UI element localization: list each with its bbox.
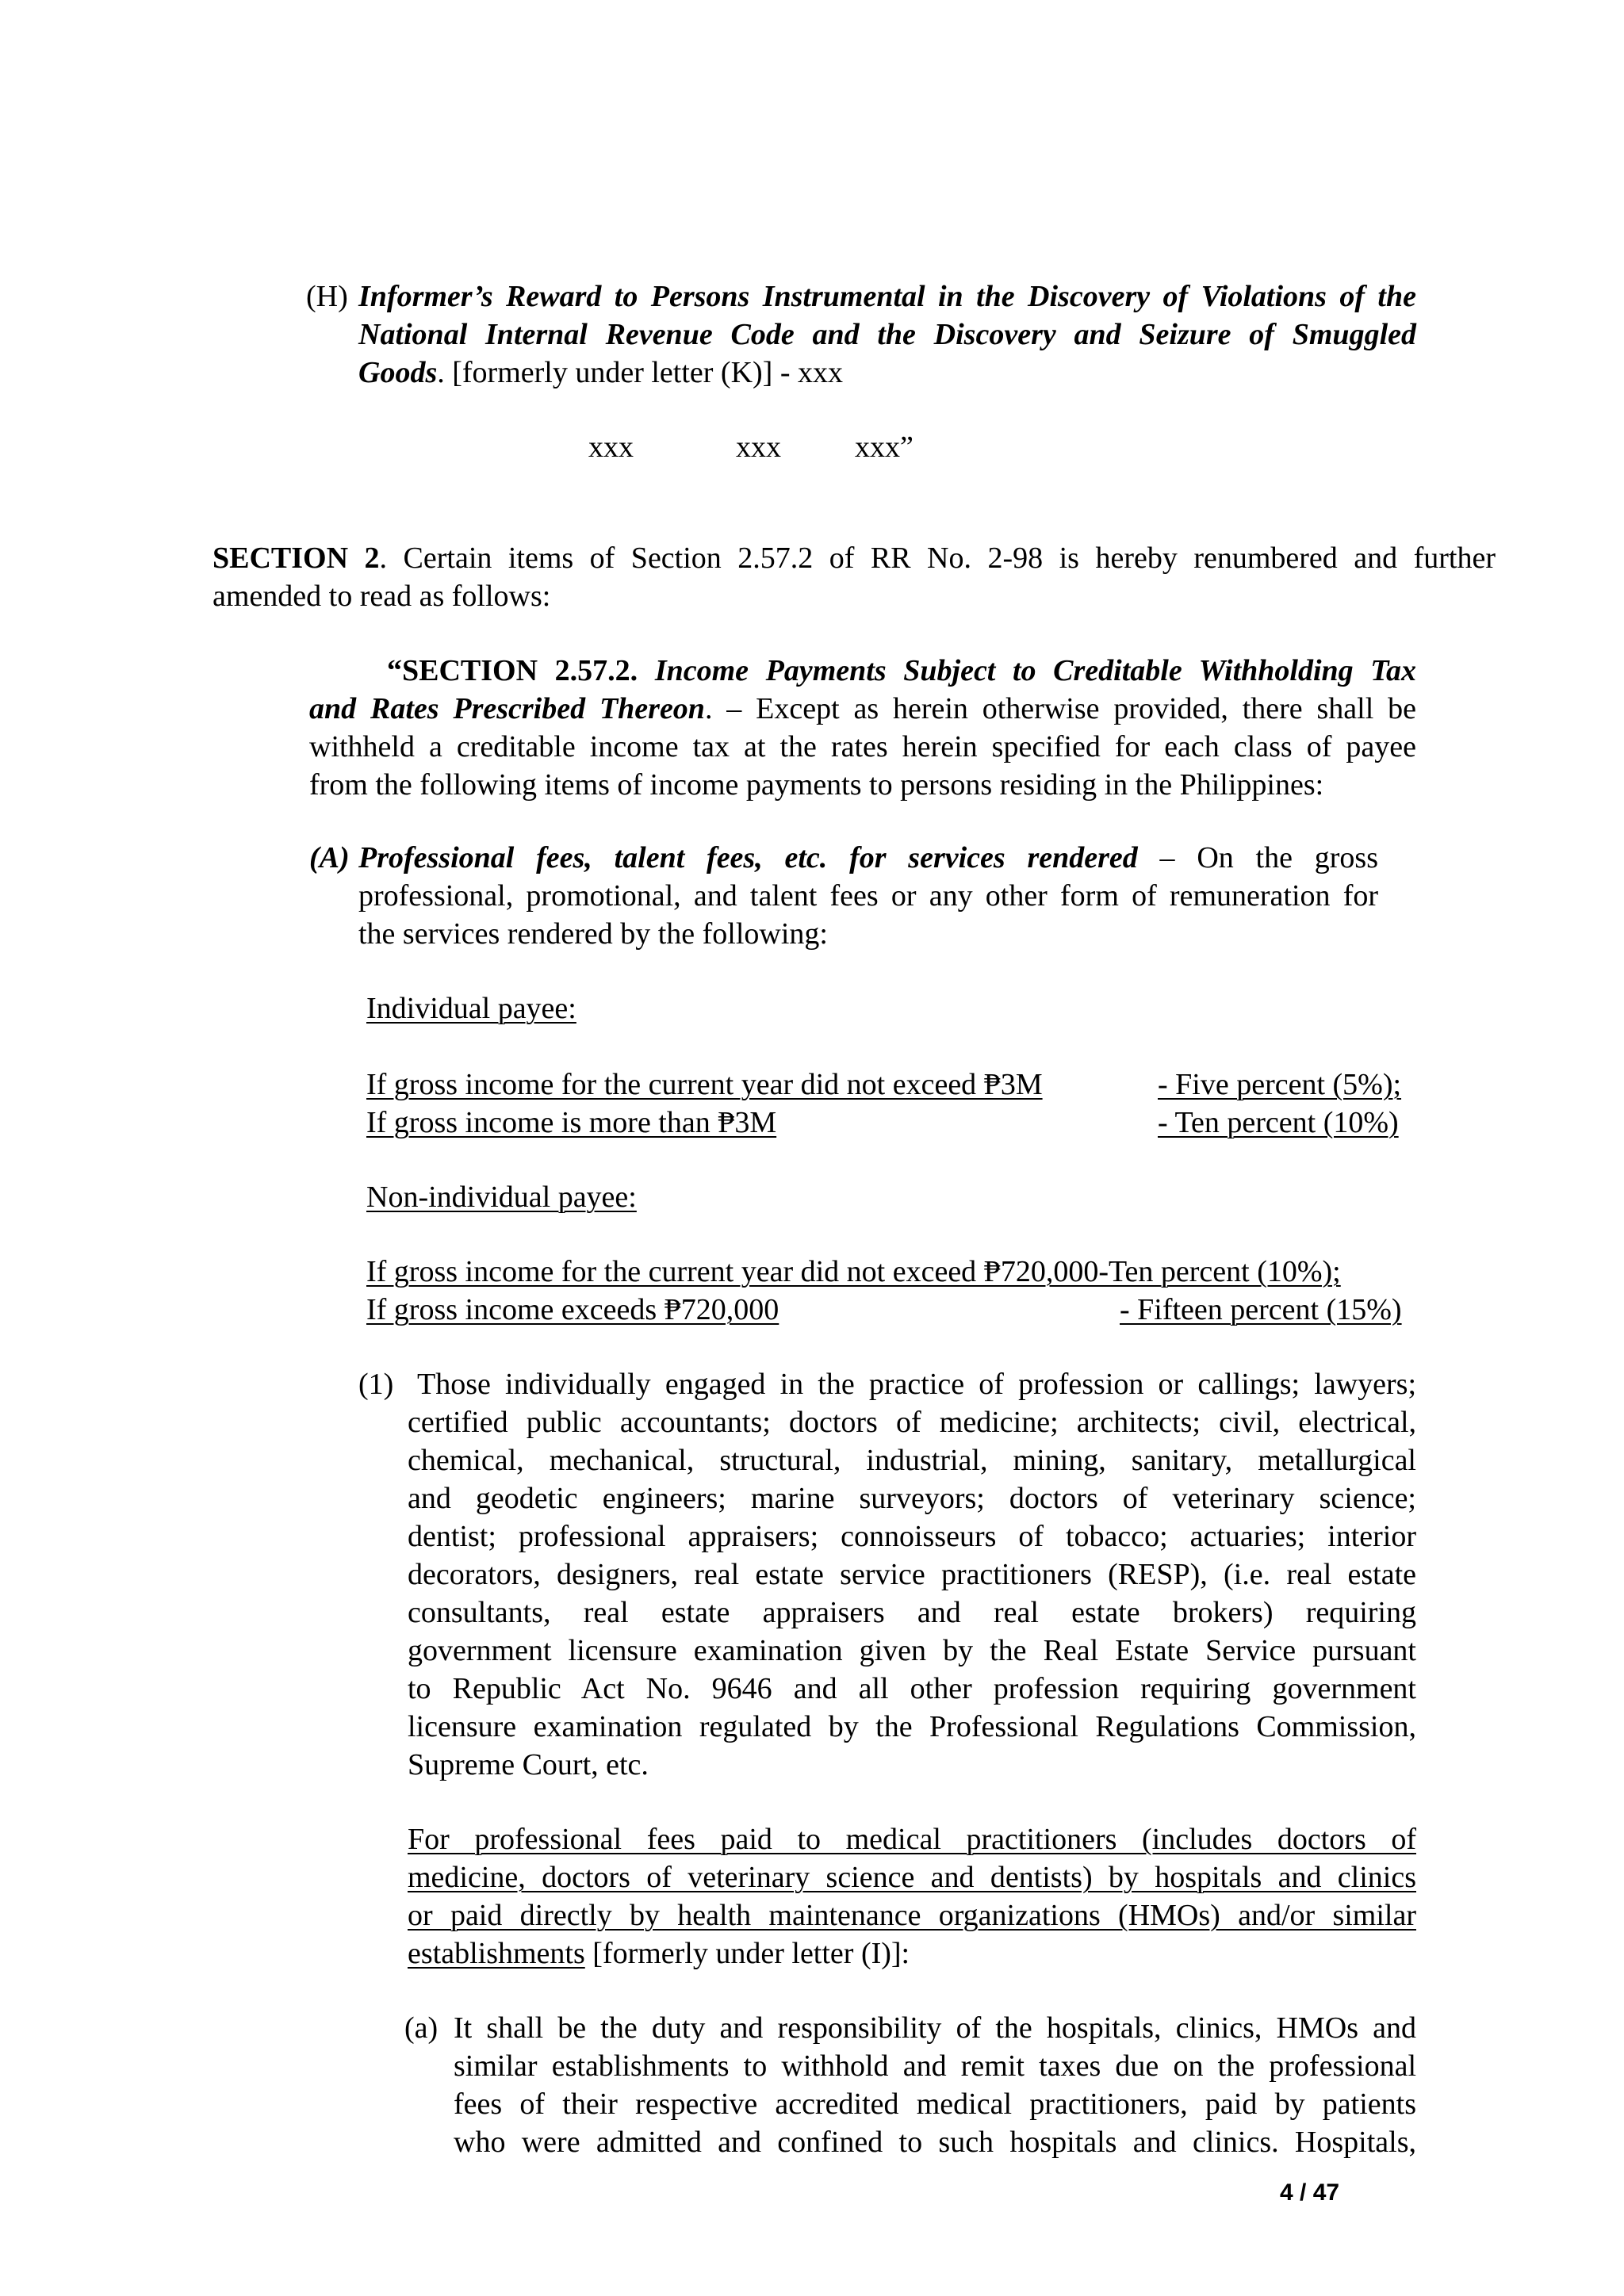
item-a-line1-rest: – On the gross bbox=[1137, 841, 1378, 874]
item-h-marker: (H) bbox=[306, 280, 348, 313]
item-a-title: Professional fees, talent fees, etc. for services rendered bbox=[358, 841, 1138, 874]
non-individual-row2-condition: If gross income exceeds ₱720,000 bbox=[366, 1293, 779, 1326]
item-a-line1 bbox=[358, 839, 1378, 877]
item-h-goods: Goods bbox=[358, 356, 438, 389]
item-a-line2: professional, promotional, and talent fees or any other form of remuneration for bbox=[358, 879, 1378, 913]
item-a-lower-line2: similar establishments to withhold and remit taxes due on the professional bbox=[454, 2049, 1416, 2083]
medical-establishments: establishments bbox=[408, 1937, 585, 1970]
item-a-marker: (A) bbox=[309, 841, 350, 874]
item-1-line9: to Republic Act No. 9646 and all other profession requiring government bbox=[408, 1672, 1416, 1705]
item-1-line4: and geodetic engineers; marine surveyors; doctors of veterinary science; bbox=[408, 1482, 1416, 1515]
non-individual-row2-rate: - Fifteen percent (15%) bbox=[1120, 1293, 1402, 1326]
item-a-lower-marker: (a) bbox=[404, 2011, 439, 2045]
quoted-section-number: “SECTION 2.57.2. bbox=[387, 654, 638, 687]
individual-row1-condition: If gross income for the current year did not exceed ₱3M bbox=[366, 1068, 1043, 1101]
medical-line2: medicine, doctors of veterinary science and dentists) by hospitals and clinics bbox=[408, 1861, 1416, 1894]
medical-line1: For professional fees paid to medical practitioners (includes doctors of bbox=[408, 1823, 1416, 1856]
section-2-text: . Certain items of Section 2.57.2 of RR No. 2-98 is hereby renumbered and further bbox=[379, 541, 1496, 575]
item-1-line2: certified public accountants; doctors of medicine; architects; civil, electrical, bbox=[408, 1406, 1416, 1439]
quoted-section-line2-text: . – Except as herein otherwise provided, there shall be bbox=[704, 692, 1416, 725]
non-individual-row1: If gross income for the current year did not exceed ₱720,000-Ten percent (10%); bbox=[366, 1255, 1341, 1288]
item-1-line3: chemical, mechanical, structural, industrial, mining, sanitary, metallurgical bbox=[408, 1444, 1416, 1477]
item-1-line7: consultants, real estate appraisers and real estate brokers) requiring bbox=[408, 1596, 1416, 1629]
quoted-section-line4: from the following items of income payments to persons residing in the Philippines: bbox=[309, 768, 1324, 802]
item-1-line6: decorators, designers, real estate service practitioners (RESP), (i.e. real estate bbox=[408, 1558, 1416, 1591]
item-1-line10: licensure examination regulated by the Professional Regulations Commission, bbox=[408, 1710, 1416, 1743]
item-h-title-line3 bbox=[358, 354, 843, 392]
item-a-line3: the services rendered by the following: bbox=[358, 917, 828, 951]
page-number: 4 / 47 bbox=[1280, 2179, 1340, 2206]
medical-line3: or paid directly by health maintenance organizations (HMOs) and/or similar bbox=[408, 1899, 1416, 1932]
item-1-line1: Those individually engaged in the practice of profession or callings; lawyers; bbox=[417, 1368, 1416, 1401]
quoted-section-line1 bbox=[387, 652, 1416, 690]
ellipsis-2: xxx bbox=[736, 430, 781, 464]
item-1-line11: Supreme Court, etc. bbox=[408, 1748, 649, 1781]
ellipsis-1: xxx bbox=[588, 430, 634, 464]
quoted-section-title-part2: and Rates Prescribed Thereon bbox=[309, 692, 705, 725]
individual-row2-rate: - Ten percent (10%) bbox=[1158, 1106, 1399, 1139]
section-2-label: SECTION 2 bbox=[213, 541, 380, 575]
item-1-marker: (1) bbox=[358, 1368, 394, 1401]
medical-line4 bbox=[408, 1934, 910, 1973]
quoted-section-line2 bbox=[309, 690, 1416, 728]
ellipsis-3: xxx” bbox=[855, 430, 914, 464]
quoted-section-title-part1: Income Payments Subject to Creditable Withholding Tax bbox=[654, 654, 1417, 687]
item-1-line5: dentist; professional appraisers; connoisseurs of tobacco; actuaries; interior bbox=[408, 1520, 1416, 1553]
section-2-line1 bbox=[213, 539, 1496, 577]
item-h-formerly: . [formerly under letter (K)] - xxx bbox=[437, 356, 843, 389]
individual-row2-condition: If gross income is more than ₱3M bbox=[366, 1106, 777, 1139]
individual-payee-heading: Individual payee: bbox=[366, 992, 576, 1025]
section-2-line2: amended to read as follows: bbox=[213, 580, 551, 613]
quoted-section-line3: withheld a creditable income tax at the rates herein specified for each class of payee bbox=[309, 730, 1416, 763]
item-a-lower-line3: fees of their respective accredited medical practitioners, paid by patients bbox=[454, 2087, 1416, 2121]
individual-row1-rate: - Five percent (5%); bbox=[1158, 1068, 1402, 1101]
item-h-title-line2: National Internal Revenue Code and the Discovery and Seizure of Smuggled bbox=[358, 318, 1416, 351]
medical-formerly: [formerly under letter (I)]: bbox=[584, 1937, 910, 1970]
item-1-line8: government licensure examination given by the Real Estate Service pursuant bbox=[408, 1634, 1416, 1667]
item-a-lower-line1: It shall be the duty and responsibility of the hospitals, clinics, HMOs and bbox=[454, 2011, 1416, 2045]
item-a-lower-line4: who were admitted and confined to such hospitals and clinics. Hospitals, bbox=[454, 2126, 1416, 2159]
item-h-title-line1: Informer’s Reward to Persons Instrumental in the Discovery of Violations of the bbox=[358, 280, 1416, 313]
non-individual-payee-heading: Non-individual payee: bbox=[366, 1181, 637, 1214]
